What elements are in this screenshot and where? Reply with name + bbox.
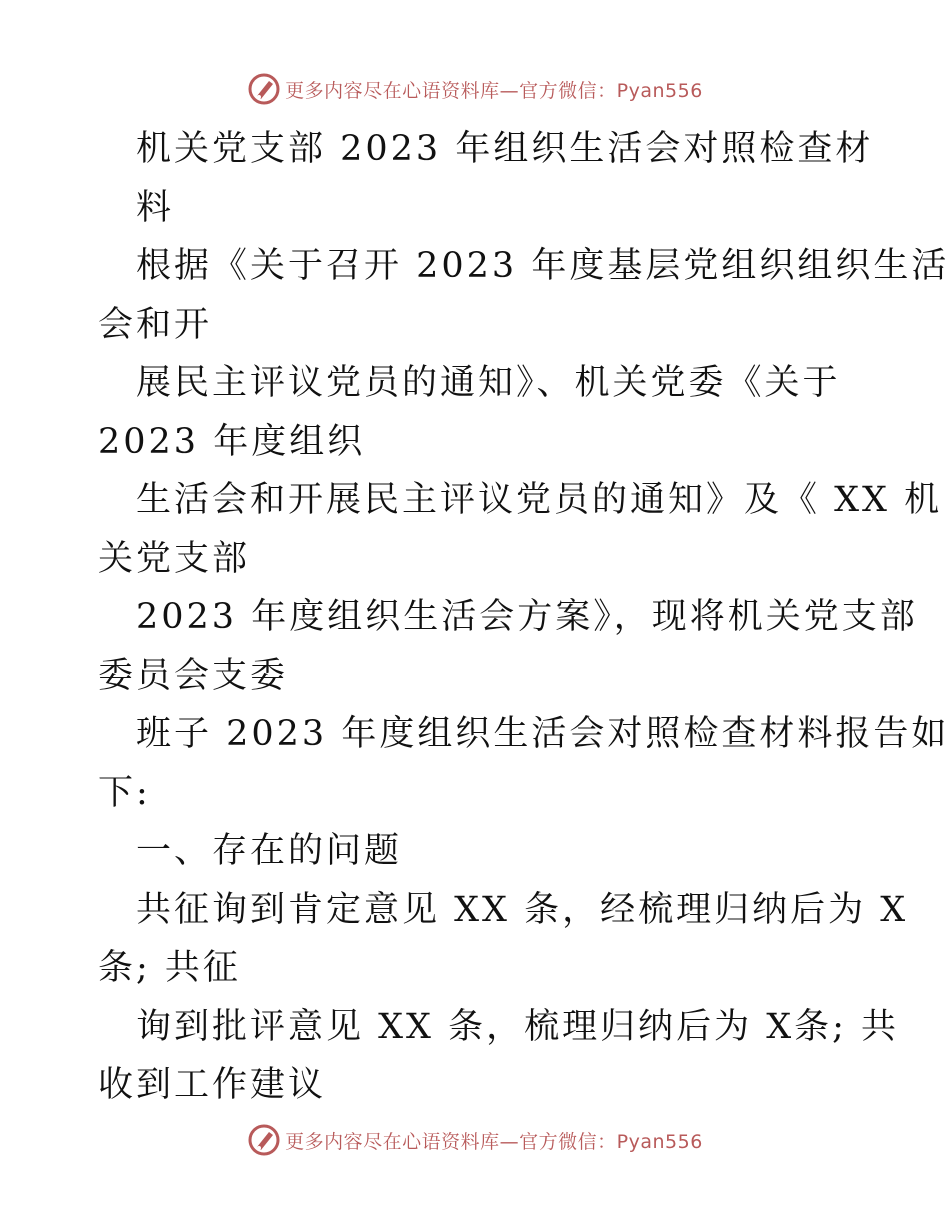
pen-logo-icon [247,1123,281,1157]
pen-logo-icon [247,72,281,106]
footer-watermark [0,1123,950,1157]
document-body [98,120,950,1115]
watermark-text: 更多内容尽在心语资料库—官方微信：Pyan556 [285,79,703,102]
paragraph-line: 2023 年度组织 [98,421,366,462]
paragraph-line: 展民主评议党员的通知》、机关党委《关于 [136,363,841,403]
paragraph-line: 条; 共征 [98,948,241,988]
paragraph-line: 下: [98,772,151,813]
paragraph-line: 收到工作建议 [98,1065,327,1105]
section-heading: 一、存在的问题 [136,831,403,871]
paragraph-line: 根据《关于召开 2023 年度基层党组织组织生活 [136,246,950,286]
watermark-text: 更多内容尽在心语资料库—官方微信：Pyan556 [285,1130,703,1153]
paragraph-line: 共征询到肯定意见 XX 条，经梳理归纳后为 X [136,889,909,930]
header-watermark [0,72,950,106]
paragraph-line: 2023 年度组织生活会方案》，现将机关党支部 [136,597,918,637]
paragraph-line: 关党支部 [98,538,251,579]
paragraph-line: 委员会支委 [98,655,289,696]
paragraph-line: 会和开 [98,304,213,345]
doc-title-line-2: 料 [136,187,175,228]
paragraph-line: 询到批评意见 XX 条，梳理归纳后为 X条; 共 [136,1006,900,1047]
paragraph-line: 生活会和开展民主评议党员的通知》及《 XX 机 [136,480,943,520]
doc-title-line-1: 机关党支部 2023 年组织生活会对照检查材 [136,129,874,169]
paragraph-line: 班子 2023 年度组织生活会对照检查材料报告如 [136,714,950,754]
